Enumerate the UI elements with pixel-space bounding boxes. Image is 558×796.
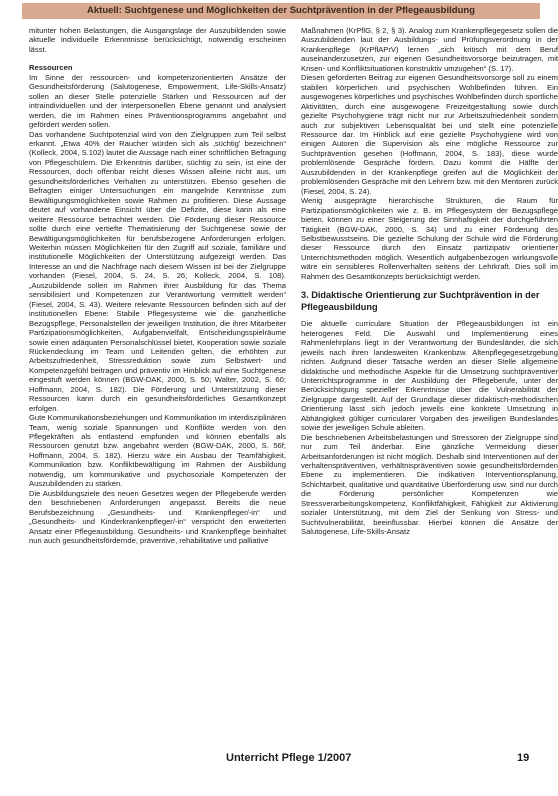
page-number: 19 <box>517 752 530 764</box>
subheading-ressourcen: Ressourcen <box>29 63 73 73</box>
paragraph: Diesen geforderten Beitrag zur eigenen Gesundheitsvorsorge soll zu einem stabilen körperlichen und psychischen Wohlbefinden führen. Ein ausgewogenes körperliches und psychisches Wohlbefinden durch sportliche Aktivitäten, durch eine ausgewogene Freizeitgestaltung sowie durch gezielte Psychohygiene trägt nicht nur zur Arbeitszufriedenheit sondern auch zur subjektiven Lebensqualität bei und stellt eine potenzielle Ressource dar. Im Hinblick auf eine gezielte Psychohygiene wird von einigen Autoren die Supervision als eine mögliche Ressource zur Suchtprävention gesehen (Hoffmann, 2004, S. 183), diese wurde problemlösende Gespräche fördern. Dazu kommt die Hälfte der Auszubildenden in der Krankenpflege greifen auf die Möglichkeit der problemlösenden Gespräche mit den Lehrern bzw. mit den Mentoren zurück (Fiesel, 2004, S. 24). <box>301 73 558 196</box>
right-column <box>301 26 558 742</box>
left-column <box>29 26 286 742</box>
paragraph: Gute Kommunikationsbeziehungen und Kommunikation im interdisziplinären Team, wenig soziale Spannungen und Konflikte werden von den Pflegekräften als entlastend empfunden und können ebenfalls als Ressourcen genutzt bzw. angebahnt werden (BGW-DAK, 2000, S. 56f; Hoffmann, 2004, S. 182). Hierzu wäre ein Ausbau der Teamfähigkeit, Kommunikation bzw. Konfliktbewältigung im Rahmen der Ausbildung notwendig, um kommunikative und psychosoziale Kompetenzen der Auszubildenden zu stärken. <box>29 413 286 489</box>
paragraph: Im Sinne der ressourcen- und kompetenzorientierten Ansätze der Gesundheitsförderung (Salutogenese, Empowerment, Life-Skills-Ansatz) sollen an dieser Stelle potenzielle Stärken und Ressourcen auf der intraindividuellen und der interpersonellen Ebene genannt und analysiert werden, die im Rahmen eines Präventionsprogramms angebahnt und gefördert werden sollen. <box>29 72 286 130</box>
paragraph: Maßnahmen (KrPflG, § 2, § 3). Analog zum Krankenpflegegesetz sollen die Auszubildenden laut der Ausbildungs- und Prüfungsverordnung in der Krankenpflege (KrPflAPrV) lernen „sich kritisch mit dem Beruf auseinanderzusetzen, zur eigenen Gesundheitsvorsorge beizutragen, mit Krisen- und Konfliktsituationen konstruktiv umzugehen“ (S. 17). <box>301 26 558 73</box>
paragraph: Die aktuelle curriculare Situation der Pflegeausbildungen ist ein heterogenes Feld. Die Auswahl und Implementierung eines Rahmenlehrplans liegt in der Verantwortung der Bundesländer, die sich jeweils nach ihren landesweiten Krankenbzw. Altenpflegegesetzgebung richten. Aufgrund dieser Tatsache werden an dieser Stelle allgemeine didaktische und methodische Aspekte für die Umsetzung suchtpräventiver Unterrichtsprogramme in der Ausbildung der Pflegeberufe, unter der Berücksichtigung spezieller Erkenntnisse über die Vulnerabilität der Zielgruppe dargestellt. Auf der Grundlage dieser didaktisch-methodischen Orientierung lässt sich jedoch jeweils eine konkrete Umsetzung in Abhängigkeit gültiger curricularer Vorgaben des jeweiligen Bundeslandes sowie der jeweiligen Schule ableiten. <box>301 319 558 433</box>
paragraph: Die Ausbildungsziele des neuen Gesetzes wegen der Pflegeberufe werden den beschriebenen Anforderungen angepasst. Bereits die neue Berufsbezeichnung „Gesundheits- und Krankenpfleger/-in“ und „Gesundheits- und Kinderkrankenpfleger/-in“ verspricht den erweiterten Ansatz einer Pflegeausbildung. Gesundheits- und Krankenpflege beinhaltet nun auch gesundheitsfördernde, präventive, rehabilitative und palliative <box>29 488 286 546</box>
paragraph: Die beschriebenen Arbeitsbelastungen und Stressoren der Zielgruppe sind nur zum Teil änderbar. Eine gänzliche Vermeidung dieser Arbeitsanforderungen ist nicht möglich. Deshalb sind Interventionen auf der verhaltenspräventiven, verhältnispräventiven sowie gesundheitsfördernden Ebene zu implementieren. Die indikativen Interventionsplanung, Schichtarbeit, qualitative und quantitative Überforderung usw. sind nur durch die Förderung persönlicher Kompetenzen wie Stressverarbeitungskompetenz, Konfliktfähigkeit, Fähigkeit zur Aktivierung sozialer Unterstützung, mit dem Ziel der Senkung von Stress- und Suchtvulnerabilität, beeinflussbar. Hierbei können die Ansätze der Salutogenese, Life-Skills-Ansatz <box>301 432 558 537</box>
running-head <box>22 3 540 19</box>
section-heading: 3. Didaktische Orientierung zur Suchtprävention in der Pflegeausbildung <box>301 290 540 312</box>
paragraph: Wenig ausgeprägte hierarchische Strukturen, die Raum für Partizipationsmöglichkeiten wie z. B. im Pflegesystem der Bezugspflege bieten, können zu einer Steigerung der Sinnhaftigkeit der durchgeführten Tätigkeit (BGW-DAK, 2000, S. 34) und zu einer Förderung des Selbstbewusstseins. Die gezielte Schulung der Schule wird die Förderung dieser Ressource durch den Einsatz partizipativ orientierter Unterrichtsmethoden möglich. Wesentlich aufgabenbezogen wirkungsvolle wäre ein sensibleres Rollenverhalten seitens der Lehrkraft. Dies soll im Rahmen des Gesamtkonzepts berücksichtigt werden. <box>301 196 558 281</box>
journal-footer: Unterricht Pflege 1/2007 <box>226 752 352 764</box>
paragraph: mitunter hohen Belastungen, die Ausgangslage der Auszubildenden sowie aktuelle individuelle Erkenntnisse berücksichtigt, notwendig erscheinen lässt. <box>29 26 286 54</box>
running-title: Aktuell: Suchtgenese und Möglichkeiten der Suchtprävention in der Pflegeausbildung <box>87 5 475 16</box>
paragraph: Das vorhandene Suchtpotenzial wird von den Zielgruppen zum Teil selbst erkannt. „Etwa 40% der Raucher würden sich als ‚süchtig' bezeichnen“ (Kolleck, 2004, S.102) lautet die Aussage nach einer schriftlichen Befragung von Pflegeschülern. Die Erkenntnis darüber, süchtig zu sein, ist eine der Ressourcen, doch offenbar reicht dieses Wissen alleine nicht aus, um gesundheitsförderliches Verhalten zu unterstützen. Ebenso gesehen die Befragten einiger Untersuchungen ein mangelnde Kenntnisse zum Bewältigungsmöglichkeiten sowie Rahmen zu profitieren. Diese Aussage deutet auf vorhandene Einsicht über die Defizite, diese kann als eine weitere Ressource betrachtet werden. Die Förderung dieser Ressource sollte durch eine vertiefte Thematisierung der Suchtgenese sowie der Bewältigungsmöglichkeiten für berufsbezogene Anforderungen erfolgen. Weiterhin müssen Möglichkeiten für den Zugriff auf soziale, familiäre und institutionelle Möglichkeiten der Unterstützung aufgezeigt werden. Das Interesse an und die Nachfrage nach diesem Wissen ist bei der Zielgruppe vorhanden (Fiesel, 2004, S. 24, S. 26; Kolleck, 2004, S. 108). „Auszubildende sollen im Rahmen ihrer Ausbildung für das Thema sensibilisiert und Kompetenzen zur Verantwortung vermittelt werden“ (Fiesel, 2004, S. 43). Weitere relevante Ressourcen befinden sich auf der institutionellen Ebene: Stabile Pflegesysteme wie die ganzheitliche Bezugspflege, Personalstellen der jeweiligen Institution, die ihrer Mitarbeiter Partizipationsmöglichkeiten, Aufgabenvielfalt, Entscheidungsspielräume sowie einen adäquaten Personalschlüssel bietet, Kooperation sowie soziale Rückendeckung im Team und Leitenden gelten, die erhöhten zur Arbeitszufriedenheit, Stressreduktion sowie zum Selbstwert- und Kompetenzgefühl beitragen und präventiv im Hinblick auf eine Suchtgenese eingestuft werden können (BGW-DAK, 2000, S. 50; Walter, 2002, S. 60; Hoffmann, 2004, S. 182). Die Förderung und Unterstützung dieser Ressourcen kann durch ein gesundheitsförderliches Gesamtkonzept erfolgen. <box>29 129 286 413</box>
